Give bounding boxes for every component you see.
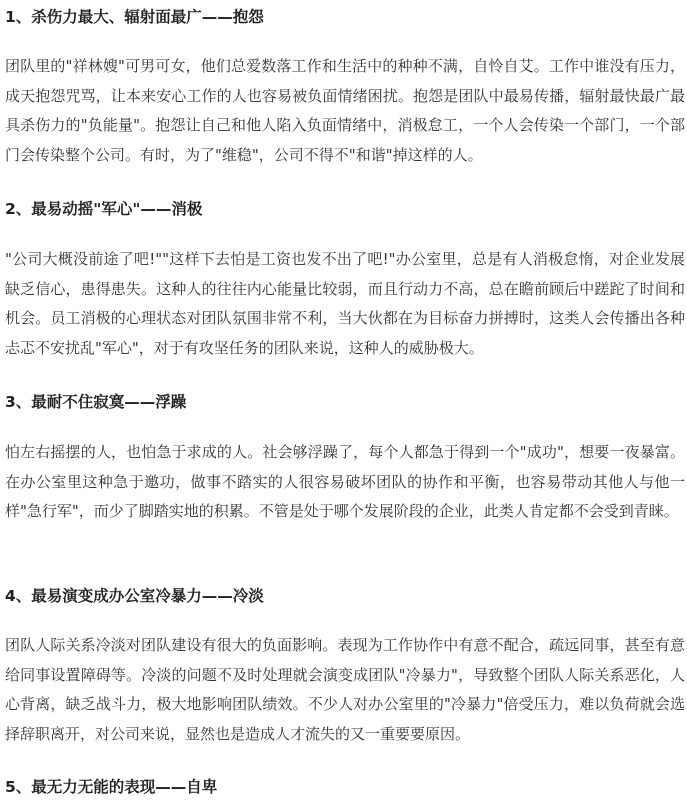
section-body-2: "公司大概没前途了吧!""这样下去怕是工资也发不出了吧!"办公室里，总是有人消极怠惰，对企业发展缺乏信心，患得患失。这种人的往往内心能量比较弱，而且行动力不高，总在瞻前顾后中蹉跎了时间和机会。员工消极的心理状态对团队氛围非常不利，当大伙都在为目标奋力拼搏时，这类人会传播出各种忐忑不安扰乱"军心"，对于有攻坚任务的团队来说，这种人的威胁极大。 xyxy=(5,250,685,357)
section-heading-4: 4、最易演变成办公室冷暴力——冷淡 xyxy=(5,587,264,605)
section-body-3: 怕左右摇摆的人，也怕急于求成的人。社会够浮躁了，每个人都急于得到一个"成功"，想要一夜暴富。在办公室里这种急于邀功，做事不踏实的人很容易破坏团队的协作和平衡，也容易带动其他人与他一样"急行军"，而少了脚踏实地的积累。不管是处于哪个发展阶段的企业，此类人肯定都不会受到青睐。 xyxy=(5,443,685,520)
section-heading-1: 1、杀伤力最大、辐射面最广——抱怨 xyxy=(5,8,264,26)
section-heading-2: 2、最易动摇"军心"——消极 xyxy=(5,200,203,218)
section-heading-5: 5、最无力无能的表现——自卑 xyxy=(5,778,218,796)
section-body-1: 团队里的"祥林嫂"可男可女，他们总爱数落工作和生活中的种种不满，自怜自艾。工作中谁没有压力，成天抱怨咒骂，让本来安心工作的人也容易被负面情绪困扰。抱怨是团队中最易传播，辐射最快最广最具杀伤力的"负能量"。抱怨让自己和他人陷入负面情绪中，消极怠工，一个人会传染一个部门，一个部门会传染整个公司。有时，为了"维稳"，公司不得不"和谐"掉这样的人。 xyxy=(5,57,685,164)
section-heading-3: 3、最耐不住寂寞——浮躁 xyxy=(5,393,187,411)
section-body-4: 团队人际关系冷淡对团队建设有很大的负面影响。表现为工作协作中有意不配合，疏远同事，甚至有意给同事设置障碍等。冷淡的问题不及时处理就会演变成团队"冷暴力"，导致整个团队人际关系恶化，人心背离，缺乏战斗力，极大地影响团队绩效。不少人对办公室里的"冷暴力"倍受压力，难以负荷就会选择辞职离开，对公司来说，显然也是造成人才流失的又一重要要原因。 xyxy=(5,636,685,743)
